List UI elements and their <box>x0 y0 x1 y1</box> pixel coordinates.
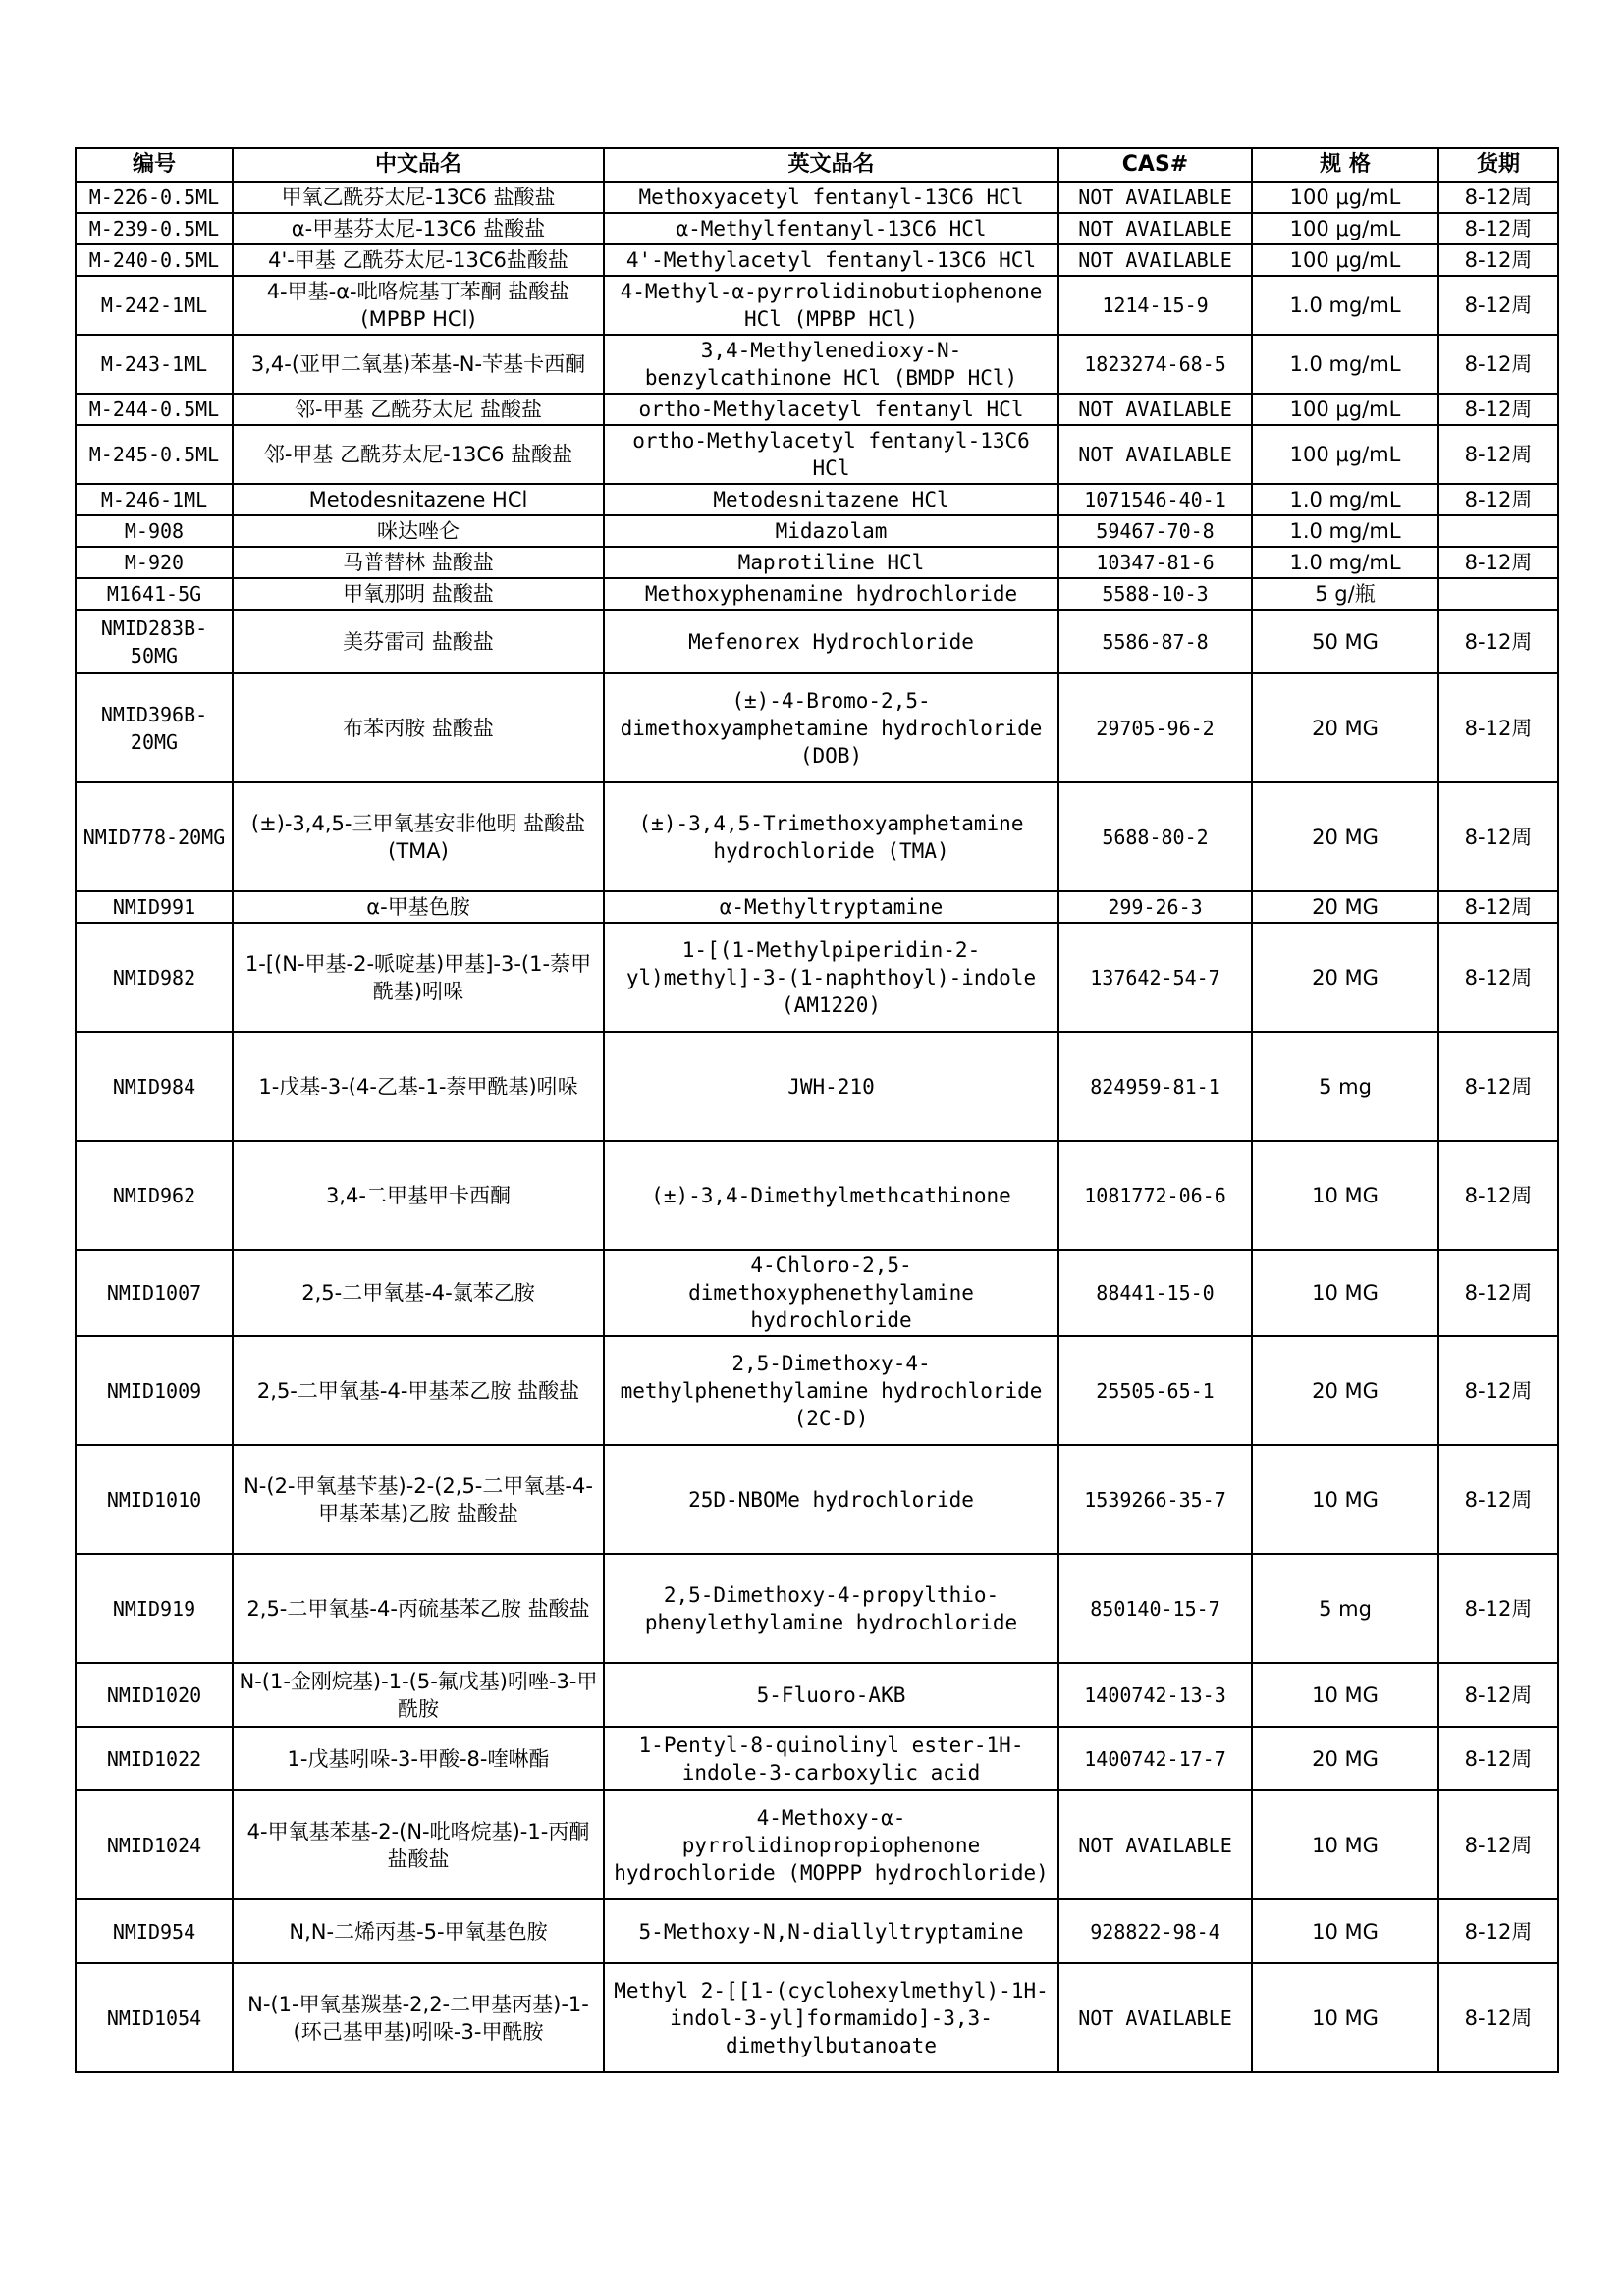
cell-en-name: (±)-3,4-Dimethylmethcathinone <box>604 1141 1058 1250</box>
cell-lead-time: 8-12周 <box>1438 425 1558 484</box>
cell-cas: 88441-15-0 <box>1058 1250 1252 1336</box>
cell-cn-name: N-(1-金刚烷基)-1-(5-氟戊基)吲唑-3-甲酰胺 <box>233 1663 604 1727</box>
cell-cn-name: α-甲基芬太尼-13C6 盐酸盐 <box>233 213 604 244</box>
cell-spec: 10 MG <box>1252 1790 1438 1899</box>
cell-cn-name: (±)-3,4,5-三甲氧基安非他明 盐酸盐 (TMA) <box>233 782 604 891</box>
cell-cn-name: 邻-甲基 乙酰芬太尼-13C6 盐酸盐 <box>233 425 604 484</box>
table-row <box>76 923 1558 1032</box>
cell-cas: NOT AVAILABLE <box>1058 1963 1252 2072</box>
table-row <box>76 1554 1558 1663</box>
cell-spec: 100 μg/mL <box>1252 244 1438 276</box>
cell-en-name: 4'-Methylacetyl fentanyl-13C6 HCl <box>604 244 1058 276</box>
cell-spec: 1.0 mg/mL <box>1252 335 1438 394</box>
cell-code: M-244-0.5ML <box>76 394 233 425</box>
cell-cn-name: 3,4-(亚甲二氧基)苯基-N-苄基卡西酮 <box>233 335 604 394</box>
table-row <box>76 1032 1558 1141</box>
cell-cn-name: N-(1-甲氧基羰基-2,2-二甲基丙基)-1-(环己基甲基)吲哚-3-甲酰胺 <box>233 1963 604 2072</box>
cell-lead-time: 8-12周 <box>1438 1554 1558 1663</box>
cell-code: M-246-1ML <box>76 484 233 515</box>
cell-en-name: 1-Pentyl-8-quinolinyl ester-1H-indole-3-carboxylic acid <box>604 1727 1058 1790</box>
cell-en-name: (±)-4-Bromo-2,5-dimethoxyamphetamine hydrochloride (DOB) <box>604 673 1058 782</box>
cell-code: NMID1054 <box>76 1963 233 2072</box>
table-row <box>76 1899 1558 1963</box>
cell-lead-time: 8-12周 <box>1438 394 1558 425</box>
cell-spec: 50 MG <box>1252 610 1438 673</box>
cell-code: M-908 <box>76 515 233 547</box>
table-row <box>76 1141 1558 1250</box>
cell-cas: NOT AVAILABLE <box>1058 244 1252 276</box>
cell-spec: 100 μg/mL <box>1252 425 1438 484</box>
cell-lead-time: 8-12周 <box>1438 1141 1558 1250</box>
cell-lead-time: 8-12周 <box>1438 1963 1558 2072</box>
cell-code: M-245-0.5ML <box>76 425 233 484</box>
cell-cas: 1400742-13-3 <box>1058 1663 1252 1727</box>
cell-en-name: ortho-Methylacetyl fentanyl-13C6 HCl <box>604 425 1058 484</box>
cell-en-name: Maprotiline HCl <box>604 547 1058 578</box>
cell-en-name: 2,5-Dimethoxy-4-propylthio-phenylethylamine hydrochloride <box>604 1554 1058 1663</box>
cell-spec: 10 MG <box>1252 1141 1438 1250</box>
table-row <box>76 610 1558 673</box>
cell-spec: 1.0 mg/mL <box>1252 484 1438 515</box>
cell-lead-time: 8-12周 <box>1438 891 1558 923</box>
cell-cas: 10347-81-6 <box>1058 547 1252 578</box>
cell-en-name: Midazolam <box>604 515 1058 547</box>
cell-spec: 5 mg <box>1252 1032 1438 1141</box>
table-row <box>76 1250 1558 1336</box>
cell-cn-name: Metodesnitazene HCl <box>233 484 604 515</box>
cell-lead-time: 8-12周 <box>1438 1727 1558 1790</box>
cell-cn-name: N-(2-甲氧基苄基)-2-(2,5-二甲氧基-4-甲基苯基)乙胺 盐酸盐 <box>233 1445 604 1554</box>
cell-cas: 25505-65-1 <box>1058 1336 1252 1445</box>
header-en-name: 英文品名 <box>604 148 1058 182</box>
cell-code: NMID954 <box>76 1899 233 1963</box>
cell-cas: 928822-98-4 <box>1058 1899 1252 1963</box>
table-row <box>76 547 1558 578</box>
cell-cas: 29705-96-2 <box>1058 673 1252 782</box>
cell-cn-name: 4-甲氧基苯基-2-(N-吡咯烷基)-1-丙酮 盐酸盐 <box>233 1790 604 1899</box>
cell-spec: 10 MG <box>1252 1663 1438 1727</box>
cell-en-name: 2,5-Dimethoxy-4-methylphenethylamine hydrochloride (2C-D) <box>604 1336 1058 1445</box>
cell-cas: 5688-80-2 <box>1058 782 1252 891</box>
cell-cas: NOT AVAILABLE <box>1058 394 1252 425</box>
cell-cn-name: 甲氧乙酰芬太尼-13C6 盐酸盐 <box>233 182 604 213</box>
cell-cas: 137642-54-7 <box>1058 923 1252 1032</box>
cell-lead-time: 8-12周 <box>1438 547 1558 578</box>
cell-code: NMID982 <box>76 923 233 1032</box>
table-row <box>76 891 1558 923</box>
table-row <box>76 182 1558 213</box>
cell-spec: 10 MG <box>1252 1250 1438 1336</box>
cell-en-name: 3,4-Methylenedioxy-N-benzylcathinone HCl (BMDP HCl) <box>604 335 1058 394</box>
cell-lead-time: 8-12周 <box>1438 213 1558 244</box>
cell-lead-time: 8-12周 <box>1438 782 1558 891</box>
table-row <box>76 335 1558 394</box>
cell-spec: 20 MG <box>1252 891 1438 923</box>
table-row <box>76 484 1558 515</box>
cell-cn-name: 3,4-二甲基甲卡西酮 <box>233 1141 604 1250</box>
cell-spec: 5 mg <box>1252 1554 1438 1663</box>
cell-code: M-242-1ML <box>76 276 233 335</box>
cell-cn-name: 布苯丙胺 盐酸盐 <box>233 673 604 782</box>
cell-code: NMID984 <box>76 1032 233 1141</box>
cell-spec: 10 MG <box>1252 1445 1438 1554</box>
header-cn-name: 中文品名 <box>233 148 604 182</box>
cell-lead-time: 8-12周 <box>1438 1790 1558 1899</box>
cell-cn-name: 1-[(N-甲基-2-哌啶基)甲基]-3-(1-萘甲酰基)吲哚 <box>233 923 604 1032</box>
cell-cas: 1214-15-9 <box>1058 276 1252 335</box>
cell-en-name: 5-Methoxy-N,N-diallyltryptamine <box>604 1899 1058 1963</box>
cell-lead-time: 8-12周 <box>1438 1445 1558 1554</box>
cell-code: NMID396B-20MG <box>76 673 233 782</box>
cell-cn-name: α-甲基色胺 <box>233 891 604 923</box>
cell-cas: 299-26-3 <box>1058 891 1252 923</box>
cell-en-name: 4-Methoxy-α-pyrrolidinopropiophenone hydrochloride (MOPPP hydrochloride) <box>604 1790 1058 1899</box>
cell-cas: NOT AVAILABLE <box>1058 182 1252 213</box>
cell-en-name: 5-Fluoro-AKB <box>604 1663 1058 1727</box>
table-row <box>76 213 1558 244</box>
cell-lead-time: 8-12周 <box>1438 276 1558 335</box>
cell-cn-name: 2,5-二甲氧基-4-氯苯乙胺 <box>233 1250 604 1336</box>
cell-code: M-240-0.5ML <box>76 244 233 276</box>
table-row <box>76 1663 1558 1727</box>
cell-spec: 10 MG <box>1252 1899 1438 1963</box>
cell-cn-name: 2,5-二甲氧基-4-甲基苯乙胺 盐酸盐 <box>233 1336 604 1445</box>
table-body <box>76 182 1558 2072</box>
cell-code: NMID991 <box>76 891 233 923</box>
cell-cas: 1400742-17-7 <box>1058 1727 1252 1790</box>
cell-spec: 20 MG <box>1252 782 1438 891</box>
cell-code: NMID1010 <box>76 1445 233 1554</box>
cell-lead-time: 8-12周 <box>1438 1663 1558 1727</box>
header-lead-time: 货期 <box>1438 148 1558 182</box>
cell-lead-time: 8-12周 <box>1438 610 1558 673</box>
cell-spec: 1.0 mg/mL <box>1252 515 1438 547</box>
table-row <box>76 1790 1558 1899</box>
cell-spec: 1.0 mg/mL <box>1252 276 1438 335</box>
cell-en-name: Mefenorex Hydrochloride <box>604 610 1058 673</box>
cell-code: NMID1020 <box>76 1663 233 1727</box>
cell-lead-time: 8-12周 <box>1438 1250 1558 1336</box>
cell-cas: NOT AVAILABLE <box>1058 213 1252 244</box>
cell-cn-name: 4-甲基-α-吡咯烷基丁苯酮 盐酸盐(MPBP HCl) <box>233 276 604 335</box>
cell-lead-time: 8-12周 <box>1438 1336 1558 1445</box>
table-row <box>76 782 1558 891</box>
header-row <box>76 148 1558 182</box>
cell-cn-name: 邻-甲基 乙酰芬太尼 盐酸盐 <box>233 394 604 425</box>
cell-code: NMID1007 <box>76 1250 233 1336</box>
table-row <box>76 425 1558 484</box>
cell-lead-time: 8-12周 <box>1438 335 1558 394</box>
cell-cas: NOT AVAILABLE <box>1058 1790 1252 1899</box>
cell-lead-time <box>1438 515 1558 547</box>
cell-en-name: ortho-Methylacetyl fentanyl HCl <box>604 394 1058 425</box>
table-row <box>76 1445 1558 1554</box>
table-row <box>76 394 1558 425</box>
cell-cn-name: 美芬雷司 盐酸盐 <box>233 610 604 673</box>
cell-spec: 100 μg/mL <box>1252 213 1438 244</box>
cell-code: M-226-0.5ML <box>76 182 233 213</box>
cell-spec: 20 MG <box>1252 1727 1438 1790</box>
table-row <box>76 673 1558 782</box>
cell-cas: 1071546-40-1 <box>1058 484 1252 515</box>
cell-lead-time: 8-12周 <box>1438 182 1558 213</box>
table-row <box>76 1727 1558 1790</box>
cell-en-name: 1-[(1-Methylpiperidin-2-yl)methyl]-3-(1-naphthoyl)-indole (AM1220) <box>604 923 1058 1032</box>
cell-cn-name: 4'-甲基 乙酰芬太尼-13C6盐酸盐 <box>233 244 604 276</box>
table-row <box>76 515 1558 547</box>
cell-code: NMID283B-50MG <box>76 610 233 673</box>
cell-code: M-920 <box>76 547 233 578</box>
cell-cn-name: 咪达唑仑 <box>233 515 604 547</box>
cell-code: NMID1024 <box>76 1790 233 1899</box>
cell-cn-name: 1-戊基吲哚-3-甲酸-8-喹啉酯 <box>233 1727 604 1790</box>
cell-cn-name: 1-戊基-3-(4-乙基-1-萘甲酰基)吲哚 <box>233 1032 604 1141</box>
cell-cas: 1539266-35-7 <box>1058 1445 1252 1554</box>
cell-en-name: 25D-NBOMe hydrochloride <box>604 1445 1058 1554</box>
product-sheet <box>75 147 1559 2073</box>
table-row <box>76 244 1558 276</box>
cell-code: M1641-5G <box>76 578 233 610</box>
cell-cas: NOT AVAILABLE <box>1058 425 1252 484</box>
cell-en-name: Methoxyphenamine hydrochloride <box>604 578 1058 610</box>
cell-en-name: 4-Chloro-2,5-dimethoxyphenethylamine hydrochloride <box>604 1250 1058 1336</box>
cell-en-name: 4-Methyl-α-pyrrolidinobutiophenone HCl (MPBP HCl) <box>604 276 1058 335</box>
cell-lead-time: 8-12周 <box>1438 673 1558 782</box>
cell-spec: 10 MG <box>1252 1963 1438 2072</box>
cell-cn-name: 甲氧那明 盐酸盐 <box>233 578 604 610</box>
cell-en-name: (±)-3,4,5-Trimethoxyamphetamine hydrochloride (TMA) <box>604 782 1058 891</box>
cell-lead-time: 8-12周 <box>1438 244 1558 276</box>
table-row <box>76 578 1558 610</box>
header-spec: 规 格 <box>1252 148 1438 182</box>
cell-code: M-243-1ML <box>76 335 233 394</box>
header-code: 编号 <box>76 148 233 182</box>
table-row <box>76 276 1558 335</box>
cell-en-name: α-Methylfentanyl-13C6 HCl <box>604 213 1058 244</box>
cell-lead-time: 8-12周 <box>1438 1032 1558 1141</box>
cell-en-name: Metodesnitazene HCl <box>604 484 1058 515</box>
table-row <box>76 1963 1558 2072</box>
cell-spec: 100 μg/mL <box>1252 394 1438 425</box>
cell-lead-time: 8-12周 <box>1438 1899 1558 1963</box>
cell-lead-time: 8-12周 <box>1438 484 1558 515</box>
cell-cn-name: 2,5-二甲氧基-4-丙硫基苯乙胺 盐酸盐 <box>233 1554 604 1663</box>
cell-spec: 20 MG <box>1252 1336 1438 1445</box>
table-row <box>76 1336 1558 1445</box>
cell-en-name: JWH-210 <box>604 1032 1058 1141</box>
cell-en-name: Methoxyacetyl fentanyl-13C6 HCl <box>604 182 1058 213</box>
product-table <box>75 147 1559 2073</box>
cell-cas: 5588-10-3 <box>1058 578 1252 610</box>
cell-code: NMID778-20MG <box>76 782 233 891</box>
cell-lead-time <box>1438 578 1558 610</box>
cell-cas: 59467-70-8 <box>1058 515 1252 547</box>
cell-cas: 824959-81-1 <box>1058 1032 1252 1141</box>
cell-code: NMID1009 <box>76 1336 233 1445</box>
cell-cas: 1823274-68-5 <box>1058 335 1252 394</box>
cell-code: M-239-0.5ML <box>76 213 233 244</box>
cell-cn-name: N,N-二烯丙基-5-甲氧基色胺 <box>233 1899 604 1963</box>
cell-code: NMID962 <box>76 1141 233 1250</box>
cell-code: NMID1022 <box>76 1727 233 1790</box>
header-cas: CAS# <box>1058 148 1252 182</box>
cell-cn-name: 马普替林 盐酸盐 <box>233 547 604 578</box>
cell-spec: 100 μg/mL <box>1252 182 1438 213</box>
cell-lead-time: 8-12周 <box>1438 923 1558 1032</box>
cell-spec: 20 MG <box>1252 923 1438 1032</box>
cell-code: NMID919 <box>76 1554 233 1663</box>
cell-spec: 1.0 mg/mL <box>1252 547 1438 578</box>
cell-spec: 20 MG <box>1252 673 1438 782</box>
cell-en-name: Methyl 2-[[1-(cyclohexylmethyl)-1H-indol-3-yl]formamido]-3,3-dimethylbutanoate <box>604 1963 1058 2072</box>
cell-cas: 850140-15-7 <box>1058 1554 1252 1663</box>
cell-en-name: α-Methyltryptamine <box>604 891 1058 923</box>
cell-cas: 1081772-06-6 <box>1058 1141 1252 1250</box>
cell-cas: 5586-87-8 <box>1058 610 1252 673</box>
cell-spec: 5 g/瓶 <box>1252 578 1438 610</box>
